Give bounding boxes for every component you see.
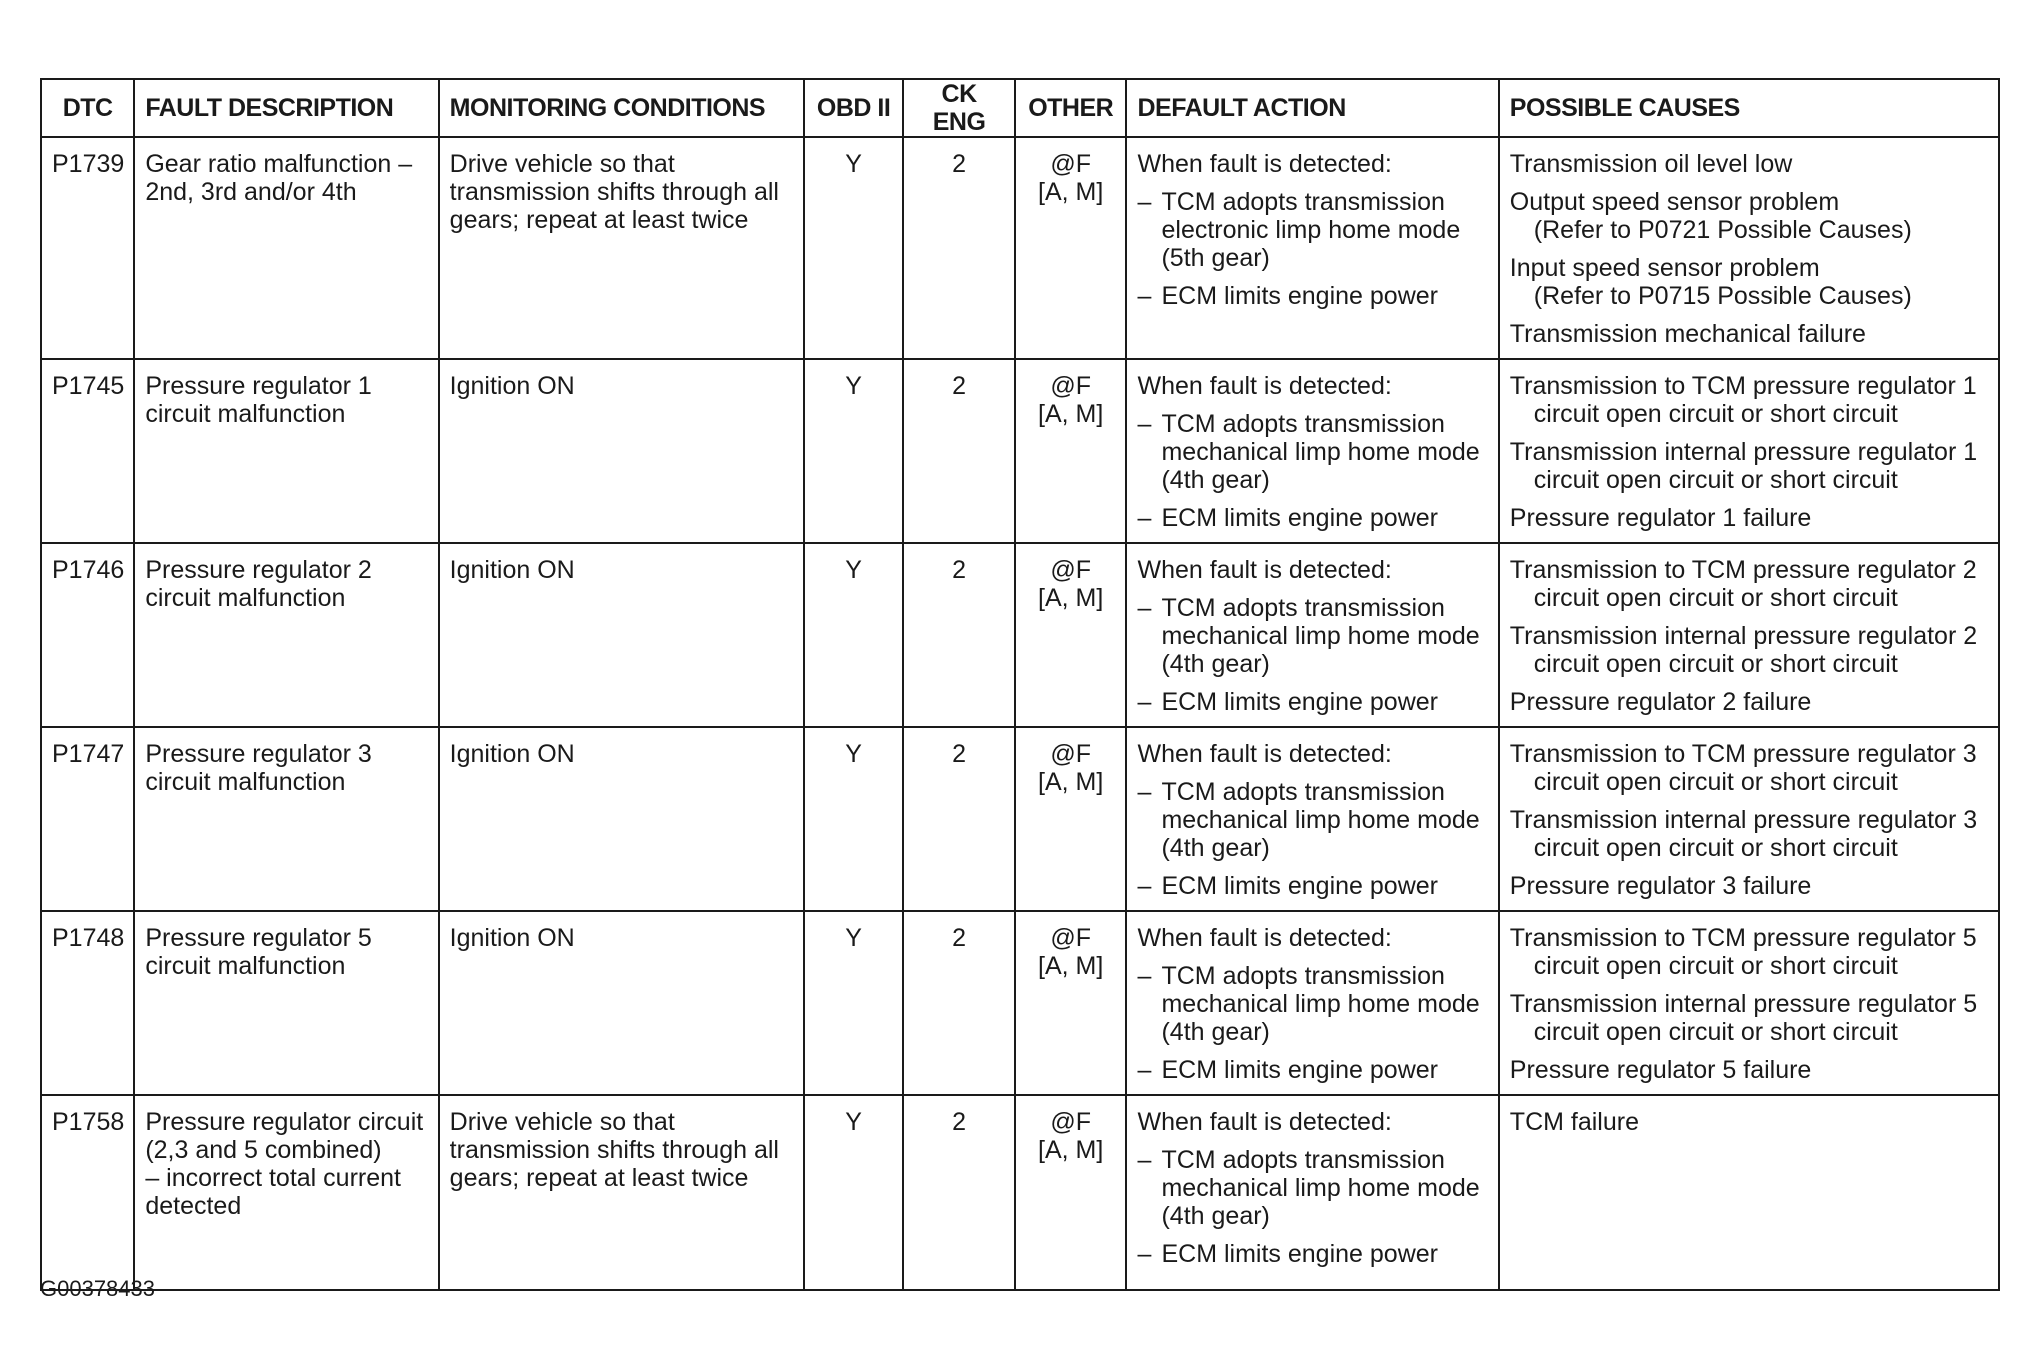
possible-cause (1510, 556, 1988, 612)
fault-description-line: Pressure regulator 1 (145, 372, 372, 400)
monitoring-conditions: Ignition ON (439, 727, 804, 911)
header-monitoring-conditions: MONITORING CONDITIONS (439, 79, 804, 137)
header-possible-causes: POSSIBLE CAUSES (1499, 79, 1999, 137)
fault-description-line: circuit malfunction (145, 584, 346, 612)
possible-cause (1510, 990, 1988, 1046)
fault-description (134, 137, 438, 359)
default-action-text: ECM limits engine power (1161, 688, 1438, 716)
fault-description-line: Pressure regulator 2 (145, 556, 372, 584)
fault-description (134, 543, 438, 727)
default-action-item (1137, 688, 1487, 716)
obd-ii-flag: Y (804, 359, 903, 543)
fault-description-line: Pressure regulator circuit (145, 1108, 424, 1136)
default-action-text: ECM limits engine power (1161, 872, 1438, 900)
possible-cause-detail: circuit open circuit or short circuit (1533, 650, 1898, 678)
monitoring-conditions: Ignition ON (439, 911, 804, 1095)
dtc-code: P1739 (41, 137, 134, 359)
ck-eng-value: 2 (903, 727, 1015, 911)
dash-bullet: – (1137, 594, 1152, 622)
ck-eng-value: 2 (903, 359, 1015, 543)
default-action-item (1137, 188, 1487, 272)
other-line: @F (1050, 924, 1092, 952)
possible-cause-main: Transmission to TCM pressure regulator 1 (1509, 372, 1977, 400)
possible-cause-detail: circuit open circuit or short circuit (1533, 834, 1898, 862)
monitoring-conditions: Drive vehicle so that transmission shifts through all gears; repeat at least twice (439, 1095, 804, 1290)
default-action-text: TCM adopts transmission electronic limp home mode (5th gear) (1161, 188, 1461, 272)
possible-cause-main: Pressure regulator 1 failure (1509, 504, 1812, 532)
default-action-item (1137, 594, 1487, 678)
default-action-intro: When fault is detected: (1137, 1108, 1392, 1136)
possible-cause (1510, 254, 1988, 310)
other-value (1015, 137, 1127, 359)
other-line: [A, M] (1038, 178, 1104, 206)
fault-description-line: circuit malfunction (145, 952, 346, 980)
dash-bullet: – (1137, 1240, 1152, 1268)
possible-cause (1510, 438, 1988, 494)
table-row (41, 911, 1999, 1095)
dash-bullet: – (1137, 1056, 1152, 1084)
default-action-text: TCM adopts transmission mechanical limp home mode (4th gear) (1161, 594, 1480, 678)
fault-description-line: Gear ratio malfunction – (145, 150, 413, 178)
default-action (1126, 137, 1498, 359)
possible-cause-detail: (Refer to P0715 Possible Causes) (1533, 282, 1912, 310)
possible-cause-main: Output speed sensor problem (1509, 188, 1840, 216)
ck-eng-value: 2 (903, 137, 1015, 359)
dash-bullet: – (1137, 962, 1152, 990)
header-ck-eng: CK ENG (903, 79, 1015, 137)
other-line: @F (1050, 556, 1092, 584)
dtc-code: P1745 (41, 359, 134, 543)
dtc-code: P1747 (41, 727, 134, 911)
fault-description (134, 359, 438, 543)
possible-cause (1510, 806, 1988, 862)
dtc-code: P1748 (41, 911, 134, 1095)
possible-cause-main: Transmission internal pressure regulator 5 (1509, 990, 1978, 1018)
possible-cause (1510, 1108, 1988, 1136)
default-action-item (1137, 872, 1487, 900)
other-line: [A, M] (1038, 400, 1104, 428)
other-line: [A, M] (1038, 1136, 1104, 1164)
table-row (41, 137, 1999, 359)
default-action-item (1137, 962, 1487, 1046)
header-obd: OBD II (804, 79, 903, 137)
default-action-text: TCM adopts transmission mechanical limp home mode (4th gear) (1161, 410, 1480, 494)
possible-causes (1499, 359, 1999, 543)
table-row (41, 543, 1999, 727)
other-line: [A, M] (1038, 952, 1104, 980)
dash-bullet: – (1137, 504, 1152, 532)
possible-cause (1510, 872, 1988, 900)
default-action-text: TCM adopts transmission mechanical limp home mode (4th gear) (1161, 1146, 1480, 1230)
default-action-item (1137, 1056, 1487, 1084)
table-row (41, 1095, 1999, 1290)
fault-description-line: Pressure regulator 5 (145, 924, 372, 952)
possible-causes (1499, 911, 1999, 1095)
default-action-item (1137, 1146, 1487, 1230)
dtc-code: P1746 (41, 543, 134, 727)
table-row (41, 727, 1999, 911)
possible-cause-main: Transmission to TCM pressure regulator 2 (1509, 556, 1977, 584)
header-row (41, 79, 1999, 137)
obd-ii-flag: Y (804, 137, 903, 359)
other-line: [A, M] (1038, 768, 1104, 796)
default-action-text: ECM limits engine power (1161, 282, 1438, 310)
other-value (1015, 359, 1127, 543)
other-value (1015, 727, 1127, 911)
possible-cause-main: TCM failure (1509, 1108, 1639, 1136)
default-action-text: ECM limits engine power (1161, 1240, 1438, 1268)
possible-cause-main: Transmission internal pressure regulator 2 (1509, 622, 1978, 650)
possible-cause-detail: circuit open circuit or short circuit (1533, 1018, 1898, 1046)
header-other: OTHER (1015, 79, 1127, 137)
possible-cause (1510, 688, 1988, 716)
fault-description-line: circuit malfunction (145, 400, 346, 428)
possible-causes (1499, 1095, 1999, 1290)
possible-cause-detail: circuit open circuit or short circuit (1533, 768, 1898, 796)
default-action-intro: When fault is detected: (1137, 740, 1392, 768)
obd-ii-flag: Y (804, 1095, 903, 1290)
figure-id: G00378433 (40, 1276, 155, 1301)
possible-cause-main: Transmission internal pressure regulator 1 (1509, 438, 1978, 466)
possible-cause-main: Input speed sensor problem (1509, 254, 1820, 282)
other-line: @F (1050, 150, 1092, 178)
other-value (1015, 911, 1127, 1095)
default-action-text: TCM adopts transmission mechanical limp home mode (4th gear) (1161, 778, 1480, 862)
possible-cause-detail: circuit open circuit or short circuit (1533, 466, 1898, 494)
possible-cause (1510, 188, 1988, 244)
possible-cause-detail: circuit open circuit or short circuit (1533, 584, 1898, 612)
dash-bullet: – (1137, 188, 1152, 216)
default-action-item (1137, 282, 1487, 310)
fault-description (134, 911, 438, 1095)
default-action-intro: When fault is detected: (1137, 372, 1392, 400)
monitoring-conditions: Ignition ON (439, 359, 804, 543)
table-row (41, 359, 1999, 543)
possible-cause-main: Pressure regulator 5 failure (1509, 1056, 1812, 1084)
possible-cause-main: Transmission to TCM pressure regulator 3 (1509, 740, 1977, 768)
other-value (1015, 1095, 1127, 1290)
header-default-action: DEFAULT ACTION (1126, 79, 1498, 137)
possible-cause-main: Pressure regulator 3 failure (1509, 872, 1812, 900)
possible-cause-main: Transmission to TCM pressure regulator 5 (1509, 924, 1977, 952)
possible-cause-main: Transmission internal pressure regulator 3 (1509, 806, 1978, 834)
possible-cause (1510, 622, 1988, 678)
possible-cause (1510, 372, 1988, 428)
ck-eng-value: 2 (903, 1095, 1015, 1290)
dash-bullet: – (1137, 688, 1152, 716)
possible-cause (1510, 320, 1988, 348)
default-action-item (1137, 504, 1487, 532)
fault-description-line: 2nd, 3rd and/or 4th (145, 178, 357, 206)
other-value (1015, 543, 1127, 727)
other-line: [A, M] (1038, 584, 1104, 612)
default-action-intro: When fault is detected: (1137, 556, 1392, 584)
obd-ii-flag: Y (804, 543, 903, 727)
possible-cause (1510, 740, 1988, 796)
fault-description (134, 1095, 438, 1290)
possible-cause-main: Transmission oil level low (1509, 150, 1793, 178)
header-dtc: DTC (41, 79, 134, 137)
possible-causes (1499, 137, 1999, 359)
default-action (1126, 359, 1498, 543)
default-action (1126, 727, 1498, 911)
possible-cause (1510, 1056, 1988, 1084)
possible-cause (1510, 504, 1988, 532)
default-action-item (1137, 1240, 1487, 1268)
dtc-table-body (41, 137, 1999, 1290)
dtc-code: P1758 (41, 1095, 134, 1290)
default-action (1126, 1095, 1498, 1290)
obd-ii-flag: Y (804, 727, 903, 911)
obd-ii-flag: Y (804, 911, 903, 1095)
dash-bullet: – (1137, 872, 1152, 900)
default-action-text: ECM limits engine power (1161, 1056, 1438, 1084)
default-action-intro: When fault is detected: (1137, 924, 1392, 952)
possible-cause-detail: (Refer to P0721 Possible Causes) (1533, 216, 1912, 244)
possible-causes (1499, 543, 1999, 727)
dash-bullet: – (1137, 1146, 1152, 1174)
default-action-item (1137, 778, 1487, 862)
possible-cause (1510, 150, 1988, 178)
dtc-table (40, 78, 2000, 1291)
default-action (1126, 543, 1498, 727)
fault-description-line: detected (145, 1192, 242, 1220)
possible-cause (1510, 924, 1988, 980)
fault-description (134, 727, 438, 911)
monitoring-conditions: Ignition ON (439, 543, 804, 727)
fault-description-line: – incorrect total current (145, 1164, 401, 1192)
dash-bullet: – (1137, 282, 1152, 310)
ck-eng-value: 2 (903, 543, 1015, 727)
other-line: @F (1050, 740, 1092, 768)
ck-eng-value: 2 (903, 911, 1015, 1095)
fault-description-line: (2,3 and 5 combined) (145, 1136, 382, 1164)
dash-bullet: – (1137, 778, 1152, 806)
possible-causes (1499, 727, 1999, 911)
default-action-text: ECM limits engine power (1161, 504, 1438, 532)
default-action-text: TCM adopts transmission mechanical limp home mode (4th gear) (1161, 962, 1480, 1046)
fault-description-line: Pressure regulator 3 (145, 740, 372, 768)
default-action (1126, 911, 1498, 1095)
possible-cause-main: Transmission mechanical failure (1509, 320, 1866, 348)
possible-cause-detail: circuit open circuit or short circuit (1533, 400, 1898, 428)
fault-description-line: circuit malfunction (145, 768, 346, 796)
monitoring-conditions: Drive vehicle so that transmission shifts through all gears; repeat at least twice (439, 137, 804, 359)
dash-bullet: – (1137, 410, 1152, 438)
possible-cause-detail: circuit open circuit or short circuit (1533, 952, 1898, 980)
other-line: @F (1050, 372, 1092, 400)
default-action-item (1137, 410, 1487, 494)
default-action-intro: When fault is detected: (1137, 150, 1392, 178)
other-line: @F (1050, 1108, 1092, 1136)
header-fault-description: FAULT DESCRIPTION (134, 79, 438, 137)
possible-cause-main: Pressure regulator 2 failure (1509, 688, 1812, 716)
